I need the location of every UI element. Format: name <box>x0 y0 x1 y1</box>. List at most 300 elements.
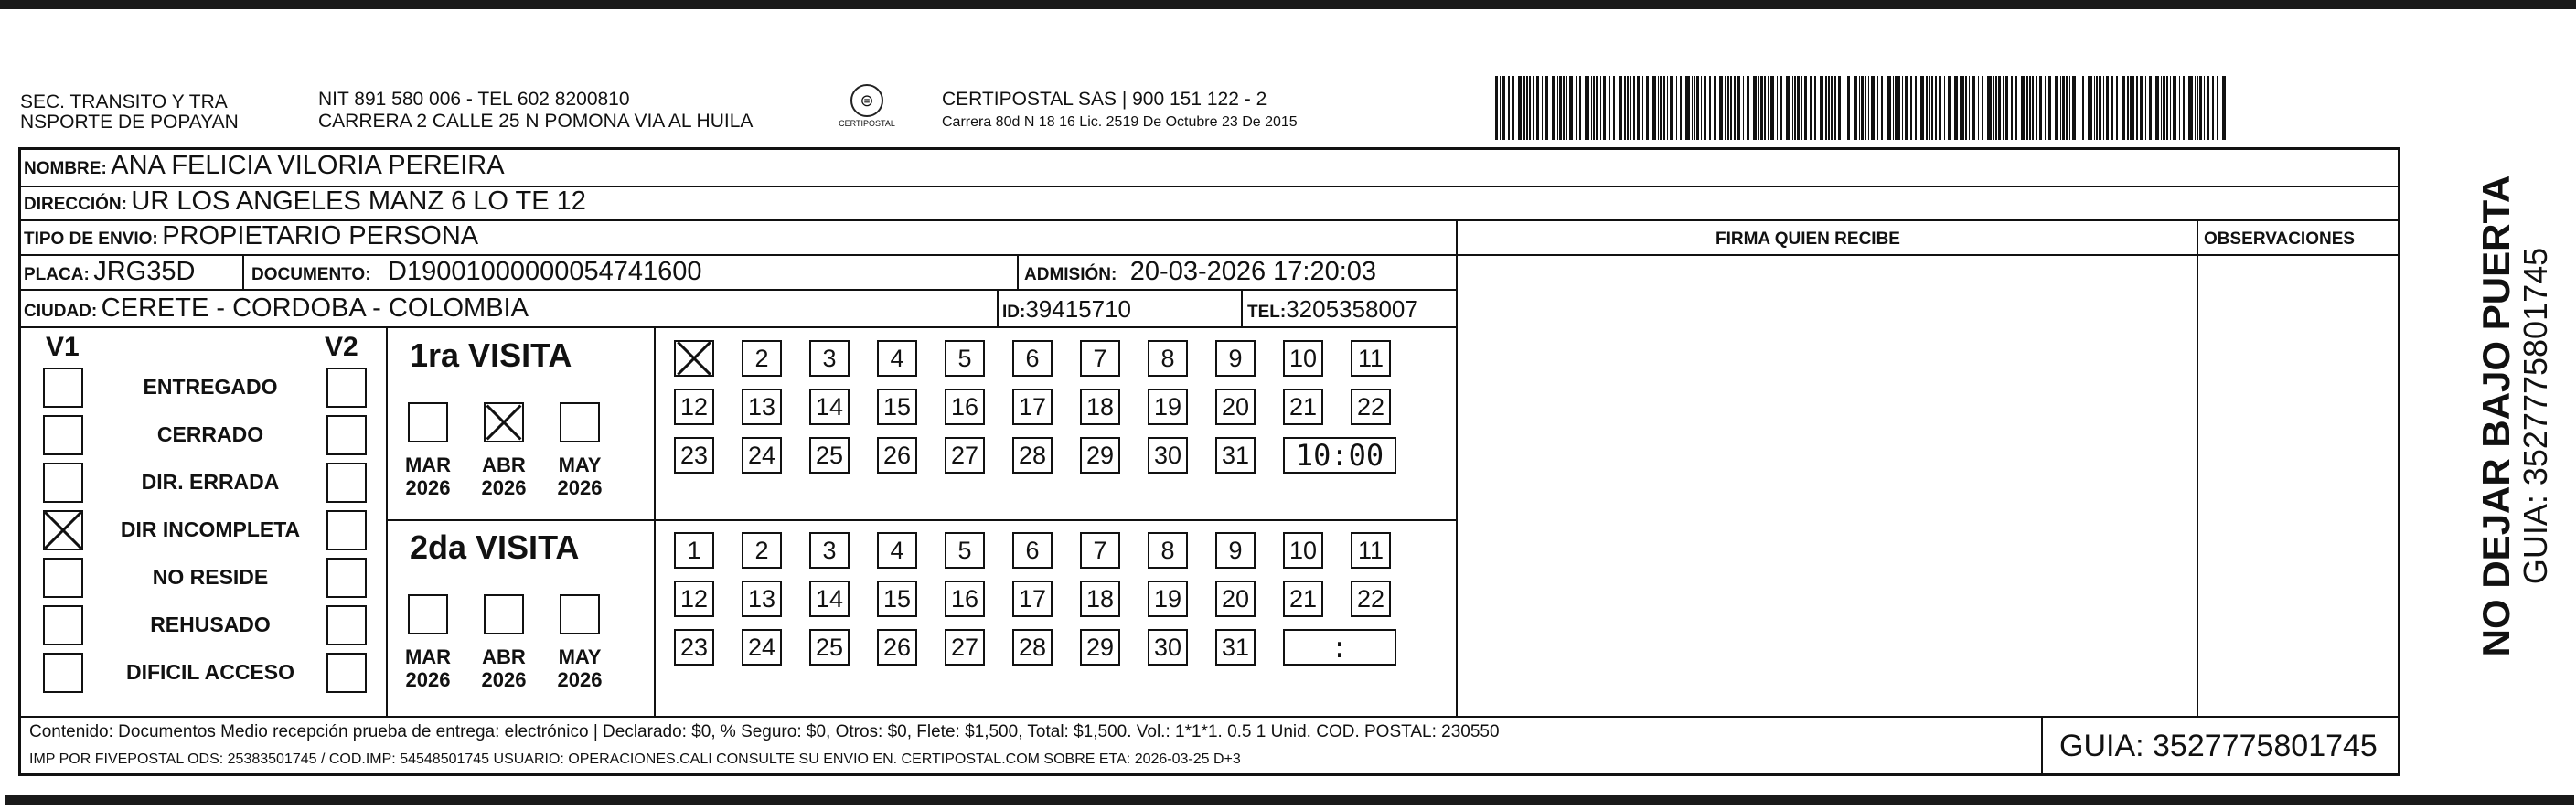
day-cell[interactable]: 22 <box>1351 581 1391 617</box>
rule <box>1241 289 1243 326</box>
day-cell[interactable]: 6 <box>1012 532 1053 569</box>
barcode-bar <box>2026 76 2028 140</box>
v2-checkbox[interactable] <box>326 653 367 693</box>
status-label: NO RESIDE <box>152 565 269 589</box>
barcode-bar <box>1552 76 1555 140</box>
admision-value: 20-03-2026 17:20:03 <box>1129 257 1377 286</box>
ciudad-field <box>24 293 529 324</box>
barcode-bar <box>1667 76 1668 140</box>
barcode-bar <box>2096 76 2098 140</box>
month-name: MAR <box>404 645 452 668</box>
barcode-bar <box>2060 76 2061 140</box>
v2-header: V2 <box>325 332 358 362</box>
v1-checkbox[interactable] <box>43 510 83 550</box>
barcode-bar <box>1652 76 1656 140</box>
day-cell[interactable]: 15 <box>877 389 917 425</box>
day-cell[interactable]: 27 <box>945 437 985 474</box>
tipo-envio-value: PROPIETARIO PERSONA <box>162 221 479 250</box>
barcode-bar <box>1887 76 1891 140</box>
barcode-bar <box>2204 76 2205 140</box>
barcode-bar <box>1758 76 1759 140</box>
barcode-bar <box>1619 76 1622 140</box>
barcode-bar <box>2155 76 2159 140</box>
day-cell[interactable]: 12 <box>674 581 714 617</box>
barcode-bar <box>1801 76 1802 140</box>
barcode-bar <box>1865 76 1866 140</box>
v1-checkbox[interactable] <box>43 415 83 455</box>
barcode-bar <box>2183 76 2185 140</box>
barcode-bar <box>1685 76 1690 140</box>
day-cell[interactable]: 25 <box>809 437 850 474</box>
barcode-bar <box>1760 76 1763 140</box>
barcode-bar <box>1569 76 1573 140</box>
day-cell[interactable]: 24 <box>742 437 782 474</box>
rule <box>386 326 388 716</box>
barcode-bar <box>1559 76 1562 140</box>
barcode-bar <box>1512 76 1514 140</box>
id-label: ID: <box>1002 303 1026 322</box>
barcode-bar <box>2212 76 2214 140</box>
day-cell[interactable]: 23 <box>674 437 714 474</box>
nombre-value: ANA FELICIA VILORIA PEREIRA <box>111 151 505 180</box>
barcode-bar <box>1660 76 1662 140</box>
barcode-bar <box>1696 76 1699 140</box>
footer-content-line: Contenido: Documentos Medio recepción prueba de entrega: electrónico | Declarado: $0, % Seguro: $0, Otros: $0, Flete: $1,500, Total: $1,500. Vol.: 1*1*1. 0.5 1 Unid. COD. POSTAL: 230550 <box>29 722 1500 741</box>
rule <box>386 519 1456 521</box>
month-checkbox[interactable] <box>484 594 524 634</box>
barcode-bar <box>1960 76 1961 140</box>
month-year: 2026 <box>405 668 451 691</box>
day-cell[interactable]: 29 <box>1080 437 1120 474</box>
barcode-bar <box>2029 76 2031 140</box>
barcode-bar <box>1630 76 1631 140</box>
barcode-bar <box>1518 76 1522 140</box>
barcode-bar <box>1877 76 1878 140</box>
day-cell[interactable]: 24 <box>742 629 782 666</box>
day-cell[interactable]: 29 <box>1080 629 1120 666</box>
v1-checkbox[interactable] <box>43 605 83 645</box>
barcode <box>1495 76 2227 140</box>
day-cell[interactable]: 18 <box>1080 581 1120 617</box>
v2-checkbox[interactable] <box>326 510 367 550</box>
barcode-bar <box>1753 76 1757 140</box>
barcode-bar <box>2011 76 2013 140</box>
barcode-bar <box>1500 76 1501 140</box>
v1-checkbox[interactable] <box>43 653 83 693</box>
barcode-bar <box>2021 76 2025 140</box>
month-year: 2026 <box>481 476 527 499</box>
month-name: MAR <box>404 453 452 476</box>
barcode-bar <box>2197 76 2198 140</box>
day-cell[interactable]: 6 <box>1012 340 1053 377</box>
barcode-bar <box>1910 76 1912 140</box>
rule <box>2197 219 2198 716</box>
barcode-bar <box>1719 76 1723 140</box>
day-cell[interactable]: 28 <box>1012 437 1053 474</box>
barcode-bar <box>1825 76 1827 140</box>
barcode-bar <box>1926 76 1928 140</box>
day-cell[interactable]: 17 <box>1012 389 1053 425</box>
month-label <box>550 453 610 499</box>
barcode-bar <box>1972 76 1975 140</box>
barcode-bar <box>1871 76 1875 140</box>
barcode-bar <box>1897 76 1900 140</box>
day-cell[interactable]: 14 <box>809 581 850 617</box>
barcode-bar <box>2170 76 2171 140</box>
barcode-bar <box>1600 76 1601 140</box>
barcode-bar <box>1709 76 1711 140</box>
barcode-bar <box>1814 76 1816 140</box>
day-cell[interactable]: 1 <box>674 532 714 569</box>
day-cell[interactable]: 20 <box>1215 581 1256 617</box>
day-cell[interactable]: 8 <box>1148 532 1188 569</box>
barcode-bar <box>1701 76 1702 140</box>
ciudad-label: CIUDAD: <box>24 302 98 321</box>
day-grid <box>674 340 1418 474</box>
barcode-bar <box>1633 76 1635 140</box>
month-checkbox[interactable] <box>408 594 448 634</box>
barcode-bar <box>2127 76 2129 140</box>
v1-checkbox[interactable] <box>43 558 83 598</box>
day-cell[interactable]: 21 <box>1283 581 1323 617</box>
barcode-bar <box>1566 76 1567 140</box>
day-cell[interactable]: 13 <box>742 581 782 617</box>
barcode-bar <box>2005 76 2008 140</box>
rule <box>18 326 1456 328</box>
barcode-bar <box>1834 76 1836 140</box>
day-cell[interactable]: 20 <box>1215 389 1256 425</box>
barcode-bar <box>2103 76 2104 140</box>
v2-checkbox[interactable] <box>326 605 367 645</box>
barcode-bar <box>2195 76 2196 140</box>
month-checkbox[interactable] <box>560 594 600 634</box>
barcode-bar <box>1658 76 1659 140</box>
rule <box>1456 219 1458 716</box>
barcode-bar <box>1931 76 1933 140</box>
month-year: 2026 <box>405 476 451 499</box>
barcode-bar <box>1557 76 1558 140</box>
barcode-bar <box>2072 76 2076 140</box>
v2-checkbox[interactable] <box>326 463 367 503</box>
month-name: ABR <box>482 453 526 476</box>
barcode-bar <box>1786 76 1790 140</box>
barcode-bar <box>1692 76 1693 140</box>
status-label: DIFICIL ACCESO <box>125 660 294 684</box>
barcode-bar <box>1585 76 1589 140</box>
ciudad-value: CERETE - CORDOBA - COLOMBIA <box>101 293 529 323</box>
month-label <box>550 645 610 691</box>
barcode-bar <box>1905 76 1908 140</box>
day-cell[interactable]: 12 <box>674 389 714 425</box>
day-cell[interactable]: 16 <box>945 389 985 425</box>
rule <box>18 716 2400 718</box>
barcode-bar <box>2111 76 2113 140</box>
month-name: MAY <box>558 453 602 476</box>
day-cell[interactable]: 5 <box>945 340 985 377</box>
barcode-bar <box>1508 76 1510 140</box>
day-cell[interactable]: 19 <box>1148 581 1188 617</box>
rule <box>1017 254 1019 289</box>
visit-time-field[interactable]: 10:00 <box>1283 437 1396 474</box>
day-cell[interactable]: 31 <box>1215 437 1256 474</box>
status-label: REHUSADO <box>150 613 271 636</box>
barcode-bar <box>1859 76 1860 140</box>
day-cell[interactable]: 10 <box>1283 340 1323 377</box>
barcode-bar <box>1810 76 1812 140</box>
day-cell[interactable]: 27 <box>945 629 985 666</box>
day-cell[interactable]: 8 <box>1148 340 1188 377</box>
barcode-bar <box>1861 76 1864 140</box>
side-warning: NO DEJAR BAJO PUERTA <box>2474 175 2517 657</box>
admision-label: ADMISIÓN: <box>1024 265 1117 284</box>
bottom-border-bar <box>5 795 2574 805</box>
barcode-bar <box>2094 76 2095 140</box>
barcode-bar <box>2015 76 2017 140</box>
barcode-bar <box>1902 76 1903 140</box>
barcode-bar <box>1987 76 1992 140</box>
documento-field <box>251 257 702 287</box>
observaciones-header: OBSERVACIONES <box>2204 229 2356 249</box>
rule <box>18 254 2400 256</box>
barcode-bar <box>2166 76 2168 140</box>
barcode-bar <box>1642 76 1643 140</box>
barcode-bar <box>1944 76 1945 140</box>
day-cell[interactable]: 26 <box>877 437 917 474</box>
tel-value: 3205358007 <box>1286 295 1418 323</box>
barcode-bar <box>2199 76 2202 140</box>
barcode-bar <box>1948 76 1951 140</box>
barcode-bar <box>1995 76 1997 140</box>
day-cell[interactable]: 17 <box>1012 581 1053 617</box>
barcode-bar <box>1576 76 1577 140</box>
month-year: 2026 <box>557 668 603 691</box>
day-cell[interactable]: 14 <box>809 389 850 425</box>
month-name: MAY <box>558 645 602 668</box>
month-checkbox[interactable] <box>408 402 448 442</box>
day-cell[interactable]: 5 <box>945 532 985 569</box>
barcode-bar <box>1868 76 1869 140</box>
nombre-label: NOMBRE: <box>24 159 107 178</box>
barcode-bar <box>1591 76 1592 140</box>
documento-label: DOCUMENTO: <box>251 265 371 284</box>
barcode-bar <box>2088 76 2092 140</box>
month-label <box>474 645 534 691</box>
day-cell[interactable]: 21 <box>1283 389 1323 425</box>
barcode-bar <box>1939 76 1941 140</box>
day-cell[interactable]: 23 <box>674 629 714 666</box>
barcode-bar <box>1993 76 1994 140</box>
barcode-bar <box>1730 76 1732 140</box>
barcode-bar <box>1676 76 1677 140</box>
day-cell[interactable]: 16 <box>945 581 985 617</box>
barcode-bar <box>1663 76 1665 140</box>
barcode-bar <box>1954 76 1958 140</box>
barcode-bar <box>1854 76 1857 140</box>
barcode-bar <box>2222 76 2226 140</box>
barcode-bar <box>1965 76 1967 140</box>
company-license: Carrera 80d N 18 16 Lic. 2519 De Octubre 23 De 2015 <box>942 114 1298 130</box>
barcode-bar <box>1820 76 1823 140</box>
tipo-envio-label: TIPO DE ENVIO: <box>24 229 158 249</box>
barcode-bar <box>1526 76 1528 140</box>
barcode-bar <box>2045 76 2046 140</box>
day-cell[interactable]: 10 <box>1283 532 1323 569</box>
barcode-bar <box>1747 76 1749 140</box>
day-cell[interactable]: 15 <box>877 581 917 617</box>
barcode-bar <box>1770 76 1774 140</box>
barcode-bar <box>1828 76 1830 140</box>
day-cell[interactable]: 2 <box>742 340 782 377</box>
barcode-bar <box>2003 76 2004 140</box>
barcode-bar <box>2132 76 2134 140</box>
day-cell[interactable]: 9 <box>1215 340 1256 377</box>
barcode-bar <box>1523 76 1525 140</box>
sender-address: CARRERA 2 CALLE 25 N POMONA VIA AL HUILA <box>318 111 754 132</box>
barcode-bar <box>1727 76 1729 140</box>
day-cell[interactable]: 3 <box>809 532 850 569</box>
id-value: 39415710 <box>1025 295 1132 323</box>
barcode-bar <box>2188 76 2193 140</box>
barcode-bar <box>2149 76 2152 140</box>
barcode-bar <box>1545 76 1548 140</box>
v1-checkbox[interactable] <box>43 463 83 503</box>
side-notice <box>2475 176 2554 657</box>
day-cell[interactable]: 30 <box>1148 629 1188 666</box>
barcode-bar <box>2099 76 2101 140</box>
barcode-bar <box>1978 76 1979 140</box>
month-checkbox[interactable] <box>560 402 600 442</box>
direccion-row <box>24 187 586 217</box>
barcode-bar <box>2130 76 2132 140</box>
barcode-bar <box>1609 76 1610 140</box>
barcode-bar <box>1998 76 2001 140</box>
barcode-bar <box>2179 76 2180 140</box>
footer-print-line: IMP POR FIVEPOSTAL ODS: 25383501745 / COD.IMP: 54548501745 USUARIO: OPERACIONES.CALI CONSULTE SU ENVIO EN. CERTIPOSTAL.COM SOBRE ETA: 2026-03-25 D+3 <box>29 751 1241 767</box>
v1-checkbox[interactable] <box>43 368 83 408</box>
day-cell[interactable]: 25 <box>809 629 850 666</box>
nombre-row <box>24 151 505 181</box>
rule <box>2041 716 2043 776</box>
day-cell[interactable]: 30 <box>1148 437 1188 474</box>
barcode-bar <box>1725 76 1726 140</box>
placa-field <box>24 257 195 287</box>
day-cell[interactable]: 9 <box>1215 532 1256 569</box>
barcode-bar <box>2136 76 2138 140</box>
day-cell[interactable]: 7 <box>1080 340 1120 377</box>
barcode-bar <box>1536 76 1539 140</box>
barcode-bar <box>2116 76 2118 140</box>
month-label <box>474 453 534 499</box>
logo-icon: ⊜ <box>850 84 883 117</box>
visit-time-field[interactable]: : <box>1283 629 1396 666</box>
barcode-bar <box>1777 76 1778 140</box>
barcode-bar <box>2048 76 2051 140</box>
day-cell[interactable]: 26 <box>877 629 917 666</box>
status-label: DIR. ERRADA <box>141 470 280 494</box>
month-name: ABR <box>482 645 526 668</box>
visit-title: 2da VISITA <box>410 528 580 566</box>
company-line: CERTIPOSTAL SAS | 900 151 122 - 2 <box>942 89 1267 110</box>
barcode-bar <box>1533 76 1534 140</box>
barcode-bar <box>1694 76 1695 140</box>
v1-header: V1 <box>46 332 80 362</box>
barcode-bar <box>2140 76 2143 140</box>
day-cell[interactable]: 7 <box>1080 532 1120 569</box>
day-grid <box>674 532 1418 666</box>
v2-checkbox[interactable] <box>326 415 367 455</box>
day-cell[interactable] <box>674 340 714 377</box>
day-cell[interactable]: 19 <box>1148 389 1188 425</box>
barcode-bar <box>2163 76 2165 140</box>
day-cell[interactable]: 2 <box>742 532 782 569</box>
day-cell[interactable]: 13 <box>742 389 782 425</box>
barcode-bar <box>1764 76 1766 140</box>
barcode-bar <box>1714 76 1716 140</box>
barcode-bar <box>1680 76 1682 140</box>
rule <box>997 289 999 326</box>
admision-field <box>1024 257 1376 287</box>
barcode-bar <box>2207 76 2209 140</box>
barcode-bar <box>2039 76 2042 140</box>
placa-value: JRG35D <box>93 257 196 286</box>
certipostal-logo <box>835 84 899 134</box>
status-label: ENTREGADO <box>143 375 278 399</box>
barcode-bar <box>2173 76 2176 140</box>
barcode-bar <box>2217 76 2218 140</box>
barcode-bar <box>2066 76 2068 140</box>
footer-guia: GUIA: 3527775801745 <box>2059 729 2378 763</box>
day-cell[interactable]: 4 <box>877 340 917 377</box>
barcode-bar <box>1603 76 1606 140</box>
barcode-bar <box>1495 76 1498 140</box>
month-year: 2026 <box>557 476 603 499</box>
direccion-value: UR LOS ANGELES MANZ 6 LO TE 12 <box>131 187 586 216</box>
v2-checkbox[interactable] <box>326 368 367 408</box>
barcode-bar <box>1893 76 1894 140</box>
day-cell[interactable]: 4 <box>877 532 917 569</box>
day-cell[interactable]: 11 <box>1351 340 1391 377</box>
barcode-bar <box>1780 76 1782 140</box>
visit-title: 1ra VISITA <box>410 336 572 374</box>
day-cell[interactable]: 31 <box>1215 629 1256 666</box>
barcode-bar <box>1831 76 1833 140</box>
day-cell[interactable]: 11 <box>1351 532 1391 569</box>
month-label <box>398 453 458 499</box>
barcode-bar <box>1929 76 1930 140</box>
barcode-bar <box>1704 76 1706 140</box>
barcode-bar <box>1961 76 1964 140</box>
barcode-bar <box>2145 76 2146 140</box>
barcode-bar <box>2069 76 2070 140</box>
day-cell[interactable]: 28 <box>1012 629 1053 666</box>
month-checkbox[interactable] <box>484 402 524 442</box>
barcode-bar <box>1935 76 1937 140</box>
barcode-bar <box>2106 76 2109 140</box>
barcode-bar <box>1743 76 1744 140</box>
barcode-bar <box>2161 76 2162 140</box>
barcode-bar <box>2122 76 2125 140</box>
day-cell[interactable]: 3 <box>809 340 850 377</box>
logo-text: CERTIPOSTAL <box>839 119 895 128</box>
day-cell[interactable]: 22 <box>1351 389 1391 425</box>
barcode-bar <box>1502 76 1505 140</box>
barcode-bar <box>2055 76 2058 140</box>
v2-checkbox[interactable] <box>326 558 367 598</box>
barcode-bar <box>1737 76 1740 140</box>
day-cell[interactable]: 18 <box>1080 389 1120 425</box>
rule <box>654 326 656 716</box>
barcode-bar <box>1627 76 1629 140</box>
